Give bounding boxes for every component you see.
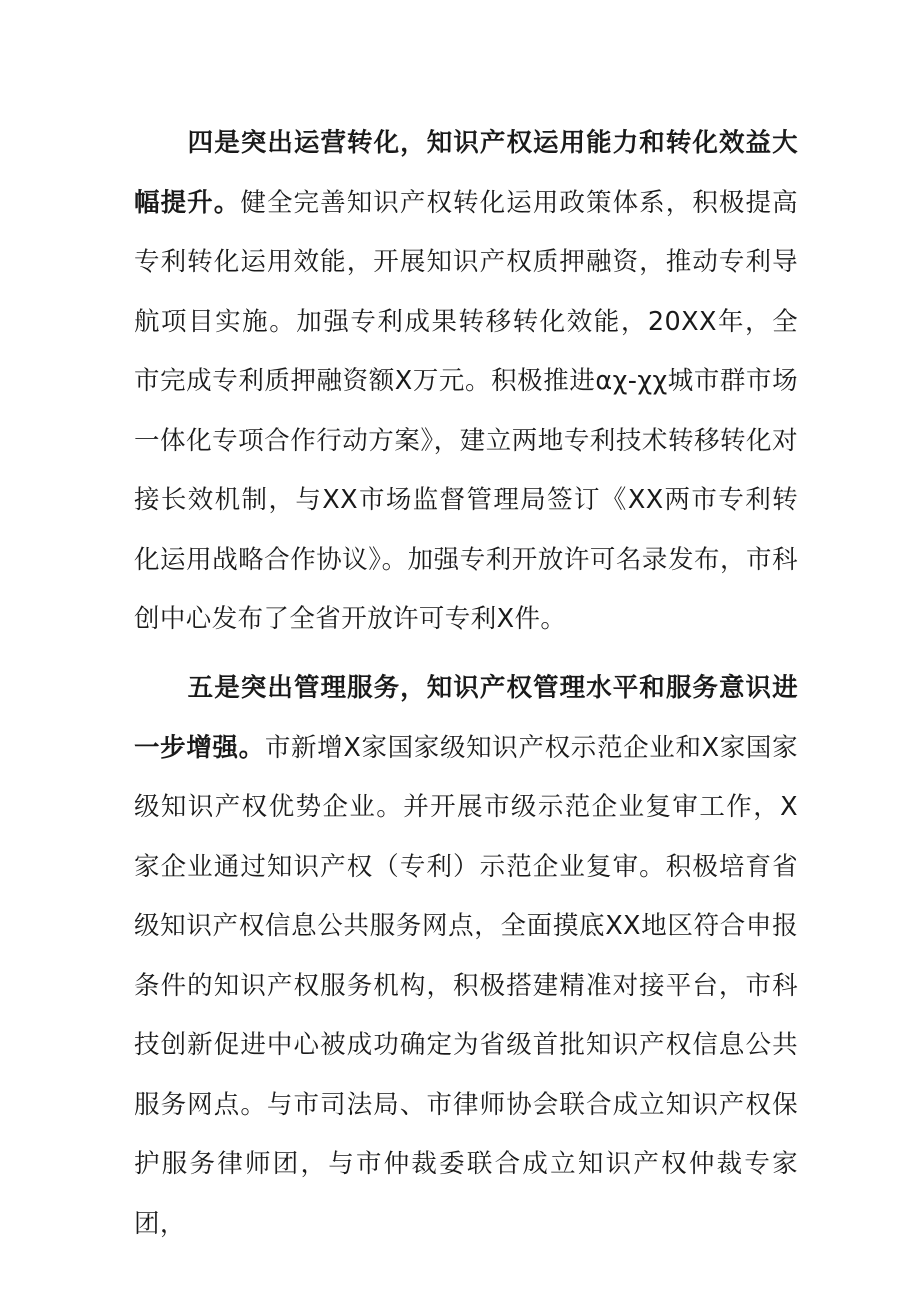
paragraph-lead-heading: 四是突出运营转化，知识产权运用能力和转化效益大幅提升。 bbox=[134, 128, 798, 218]
paragraph-body-text: 健全完善知识产权转化运用政策体系，积极提高专利转化运用效能，开展知识产权质押融资，推动专利导航项目实施。加强专利成果转移转化效能，20XX年，全市完成专利质押融资额X万元。积极推进αχ-χχ城市群市场一体化专项合作行动方案》，建立两地专利技术转移转化对接长效机制，与XX市场监督管理局签订《XX两市专利转化运用战略合作协议》。加强专利开放许可名录发布，市科创中心发布了全省开放许可专利X件。 bbox=[134, 187, 798, 634]
paragraph-operations-transformation bbox=[134, 114, 798, 650]
paragraph-management-services bbox=[134, 659, 798, 1254]
paragraph-body-text: 市新增X家国家级知识产权示范企业和X家国家级知识产权优势企业。并开展市级示范企业复审工作，X家企业通过知识产权（专利）示范企业复审。积极培育省级知识产权信息公共服务网点，全面摸底XX地区符合申报条件的知识产权服务机构，积极搭建精准对接平台，市科技创新促进中心被成功确定为省级首批知识产权信息公共服务网点。与市司法局、市律师协会联合成立知识产权保护服务律师团，与市仲裁委联合成立知识产权仲裁专家团， bbox=[134, 732, 798, 1239]
paragraph-lead-heading: 五是突出管理服务，知识产权管理水平和服务意识进一步增强。 bbox=[134, 673, 798, 763]
